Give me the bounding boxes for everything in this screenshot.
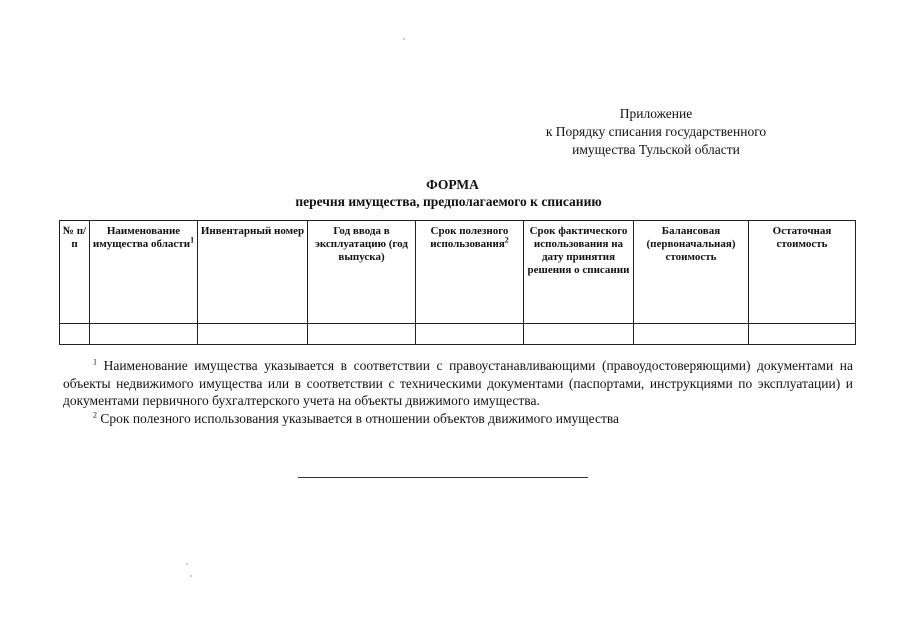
table-cell bbox=[749, 324, 856, 345]
footnote-ref-1: 1 bbox=[190, 235, 195, 245]
column-header-residual-value: Остаточная стоимость bbox=[749, 221, 856, 324]
footnotes bbox=[63, 357, 853, 427]
table-cell bbox=[90, 324, 198, 345]
column-header-name: Наименование имущества области$^1$ bbox=[90, 221, 198, 324]
table-cell bbox=[60, 324, 90, 345]
footnote-1-text: Наименование имущества указывается в соответствии с правоустанавливающими (правоудостоверяющими) документами на объекты недвижимого имущества или в соответствии с техническими документами (паспортами, инструкциями по эксплуатации) и документами первичного бухгалтерского учета на объекты движимого имущества. bbox=[63, 358, 853, 408]
appendix-line-3: имущества Тульской области bbox=[572, 142, 740, 157]
form-subtitle: перечня имущества, предполагаемого к списанию bbox=[295, 194, 602, 209]
table-header-row bbox=[60, 221, 856, 324]
footnote-2-mark: 2 bbox=[93, 410, 97, 419]
column-header-inventory-number: Инвентарный номер bbox=[198, 221, 308, 324]
appendix-line-2: к Порядку списания государственного bbox=[545, 124, 767, 139]
table-cell bbox=[524, 324, 634, 345]
scan-speck bbox=[403, 38, 405, 40]
appendix-block bbox=[520, 105, 792, 159]
column-header-actual-use: Срок фактического использования на дату принятия решения о списании bbox=[524, 221, 634, 324]
footnote-ref-2: 2 bbox=[504, 235, 509, 245]
footnote-1-mark: 1 bbox=[93, 357, 97, 367]
table-cell bbox=[308, 324, 416, 345]
table-cell bbox=[198, 324, 308, 345]
footnote-1 bbox=[63, 357, 853, 410]
column-header-useful-life: Срок полезного использования$^2$ bbox=[416, 221, 524, 324]
column-header-book-value: Балансовая (первоначальная) стоимость bbox=[634, 221, 749, 324]
property-list-table bbox=[59, 220, 856, 345]
signature-line bbox=[298, 477, 588, 478]
footnote-2 bbox=[63, 410, 853, 428]
table-row bbox=[60, 324, 856, 345]
form-heading bbox=[0, 176, 905, 210]
scan-speck bbox=[186, 563, 188, 565]
appendix-line-1: Приложение bbox=[619, 106, 693, 121]
table-cell bbox=[416, 324, 524, 345]
scan-speck bbox=[190, 575, 192, 577]
table-cell bbox=[634, 324, 749, 345]
form-title: ФОРМА bbox=[426, 177, 479, 192]
column-header-number: № п/п bbox=[60, 221, 90, 324]
footnote-2-text: Срок полезного использования указывается в отношении объектов движимого имущества bbox=[97, 410, 620, 426]
column-header-year: Год ввода в эксплуатацию (год выпуска) bbox=[308, 221, 416, 324]
